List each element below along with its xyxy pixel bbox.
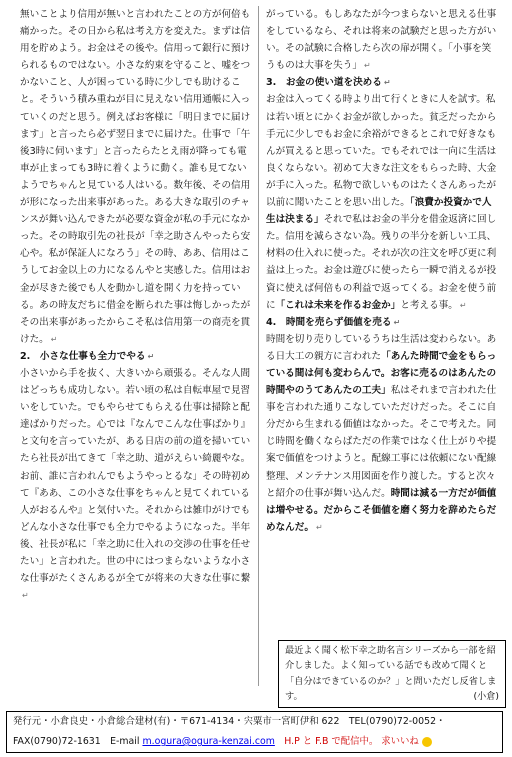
footer-hp-fb: H.P と F.B で配信中。 求いいね (274, 736, 419, 747)
left-paragraph-2: 小さいから手を抜く、大きいから頑張る。そんな人間はどっちも成功しない。若い頃の私は自転車屋で見習いをしていた。でもやらせてもらえる仕事は掃除と配達ばかりだった。心では『なんでこんな仕事ばかり』と文句を言っていたが、ある日店の前の道を掃いていたら社長が出てきて「幸之助、道がえらい綺麗やな。お前、誰に言われんでもようやっとるな」その時初めて『ああ、この小さな仕事をちゃんと見てくれている人がおるんや』と気付いた。それからは雑巾がけでもどんな小さな仕事でも全力でやるようになった。半年後、社長が私に「幸之助に仕入れの交渉の仕事を任せたい」と言われた。世の中にはつまらないような小さな仕事がたくさんあるが全てが将来の大きな仕事に繋↵ (20, 367, 251, 601)
left-column (20, 6, 254, 604)
section-heading-4: 4. 時間を売らず価値を売る ↵ (266, 316, 401, 328)
column-divider (258, 6, 259, 686)
editor-note-box (278, 640, 506, 708)
right-paragraph-4: 時間を切り売りしているうちは生活は変わらない。ある日大工の親方に言われた「あんた時間で金をもらっている間は何も変わらんで。お客に売るのはあんたの時間やのうてあんたの工夫」私はそれまで言われた仕事を言われた通りこなしていただけだった。そこに自分だから生まれる価値はなかった。そこで考えた。同じ時間を働くならばただの作業ではなく仕上がりや提案で価値をつけようと。配線工事には依頼にない配線整理、メンテナンス用図面を作り渡した。すると次々と紹介の仕事が舞い込んだ。時間は減る一方だが価値は増やせる。だからこそ価値を磨く努力を辞めたらだめなんだ。 ↵ (266, 333, 497, 533)
footer-fax: FAX(0790)72-1631 E-mail (13, 736, 143, 747)
return-mark-icon: ↵ (22, 591, 29, 601)
right-paragraph-3: お金は入ってくる時より出て行くときに人を試す。私は若い頃とにかくお金が欲しかった。貧乏だったから手元に少しでもお金に余裕ができるとこれで好きなもんが買えると思っていた。でもそれでは一向に生活は良くならない。初めて大きな注文をもらった時、大金が手に入った。私物で欲しいものはたくさんあったが以前に聞いたことを思い出した。「浪費か投資かで人生は決まる」それで私はお金の半分を借金返済に回した。信用を減らさない為。残りの半分を新しい工具、材料の仕入れに使った。それが次の注文を呼び更に利益は上った。お金は遊びに使ったら一瞬で消えるが投資に使えば何倍もの利益で返ってくる。お金を使う前に「これは未来を作るお金か」と考える事。 ↵ (266, 94, 497, 311)
quote-waste-or-invest: 「浪費か投資かで人生は決まる」 (266, 197, 492, 226)
return-mark-icon: ↵ (383, 78, 391, 88)
quote-carpenter: 「あんた時間で金をもらっている間は何も変わらんで。お客に売るのはあんたの時間やのうてあんたの工夫」 (266, 350, 497, 397)
right-paragraph-1: がっている。もしあなたが今つまらないと思える仕事をしているなら、それは将来の試験だと思った方がいい。その試験に合格したら次の扉が開く。「小事を笑うものは大事を失う」 ↵ (266, 9, 497, 72)
section-heading-3: 3. お金の使い道を決める ↵ (266, 77, 391, 89)
email-link[interactable]: m.ogura@ogura-kenzai.com (142, 736, 275, 747)
editor-note-text: 最近よく聞く松下幸之助名言シリーズから一部を紹介しました。よく知っている話でも改めて聞くと「自分はできているのか？」と問いただし反省します。 (285, 645, 497, 703)
publisher-footer (6, 711, 503, 753)
return-mark-icon: ↵ (147, 351, 155, 361)
return-mark-icon: ↵ (459, 300, 467, 310)
quote-value-increase: 時間は減る一方だが価値は増やせる。だからこそ価値を磨く努力を辞めたらだめなんだ。 (266, 487, 497, 533)
footer-line-1: 発行元・小倉良史・小倉総合建材(有)・〒671-4134・宍粟市一宮町伊和 622 TEL(0790)72-0052・ (13, 716, 446, 727)
right-column (266, 6, 498, 536)
footer-line-2 (13, 732, 496, 752)
return-mark-icon: ↵ (393, 317, 401, 327)
return-mark-icon: ↵ (363, 61, 371, 71)
smile-emoji-icon (422, 737, 432, 747)
editor-signature: (小倉) (473, 691, 499, 703)
return-mark-icon: ↵ (315, 522, 323, 532)
left-paragraph-1: 無いことより信用が無いと言われたことの方が何倍も痛かった。その日から私は考え方を変えた。まずは信用を貯めよう。お金はその後や。信用って銀行に預けられるものではない。小さな約束を守ること、嘘をつかないこと、人が困っている時に少しでも助けること。そういう積み重ねが目に見えない信用通帳に入っていくのだと思う。例えばお客様に「明日までに届けます」と言ったら必ず翌日までに届けた。仕事で「午後3時に伺います」と言ったらたとえ雨が降っても電車が止まっても3時に着くように動く。誰も見てないようでちゃんと見ている人はいる。数年後、その信用が形になった出来事があった。ある大きな取引のチャンスが舞い込んできたが必要な資金が私の手元になかった。その時取引先の社長が「幸之助さんやったら安心や。私が保証人になろう」その時、ああ、信用はこうしてお金以上の力になるんやと実感した。信用はお金が尽きた後でも人を動かし道を開く力を持っている。あの時友だちに借金を断られた事は悔しかったがその出来事があったからこそ私は信用第一の商売を貫けた。 ↵ (20, 9, 251, 345)
quote-future-money: 「これは未来を作るお金か」 (275, 299, 401, 311)
return-mark-icon: ↵ (50, 334, 58, 344)
section-heading-2: 2. 小さな仕事も全力でやる ↵ (20, 350, 155, 362)
